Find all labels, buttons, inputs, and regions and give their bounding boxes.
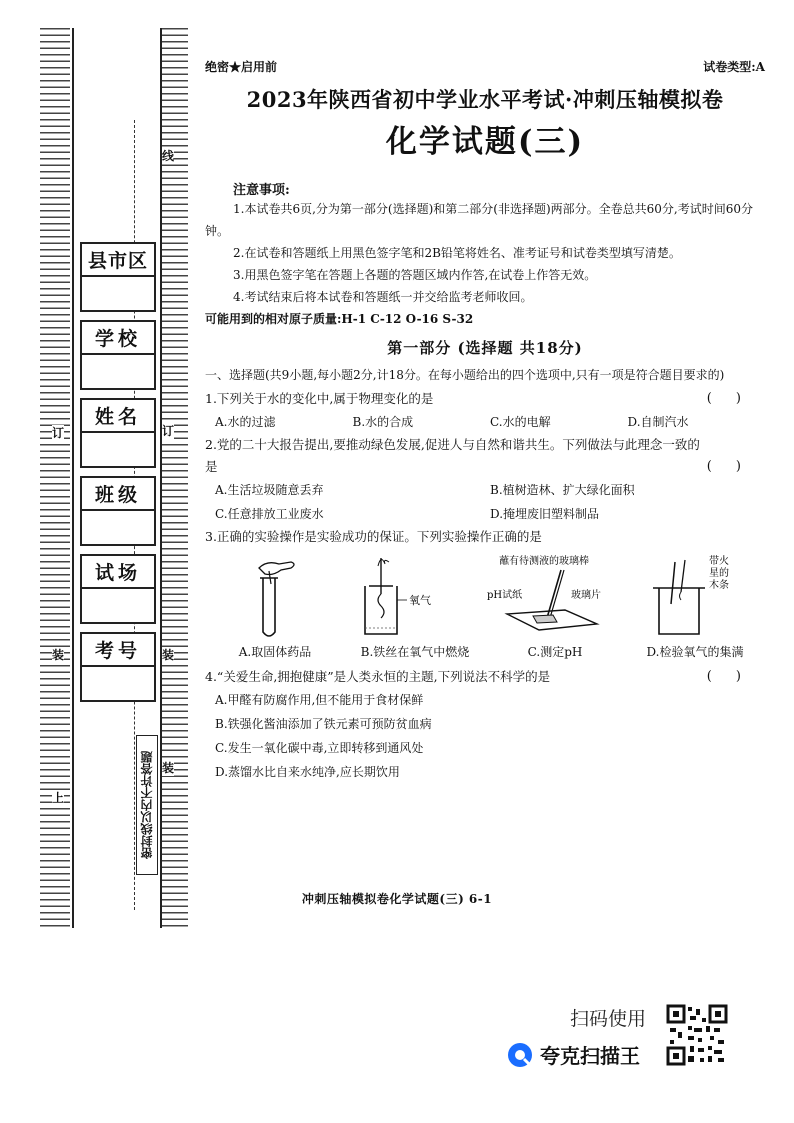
question-options <box>205 642 765 662</box>
option[interactable]: A.取固体药品 <box>238 645 312 659</box>
question-stem <box>205 388 765 410</box>
option[interactable]: A.生活垃圾随意丢弃 <box>215 483 324 497</box>
answer-paren: ( ) <box>706 669 751 684</box>
seal-mark: 上 <box>52 791 65 805</box>
exam-page <box>205 58 765 784</box>
secret-label: 绝密★启用前 <box>205 60 278 74</box>
notice-item: 2.在试卷和答题纸上用黑色签字笔和2B铅笔将姓名、准考证号和试卷类型填写清楚。 <box>233 246 681 260</box>
figure-take-solid <box>205 554 345 642</box>
option[interactable]: A.甲醛有防腐作用,但不能用于食材保鲜 <box>215 693 424 707</box>
figure-label: 蘸有待测液的玻璃棒 <box>499 556 589 567</box>
question-text: 4.“关爱生命,拥抱健康”是人类永恒的主题,下列说法不科学的是 <box>205 669 551 684</box>
exam-title: 2023年陕西省初中学业水平考试·冲刺压轴模拟卷 <box>246 87 724 112</box>
figure-label: 带火星的木条 <box>709 556 729 591</box>
option[interactable]: B.植树造林、扩大绿化面积 <box>490 483 635 497</box>
quark-logo-icon <box>506 1041 534 1069</box>
field-label: 学校 <box>82 322 154 355</box>
paper-type: 试卷类型:A <box>703 60 765 74</box>
question-text: 3.正确的实验操作是实验成功的保证。下列实验操作正确的是 <box>205 529 542 544</box>
field-name[interactable] <box>80 398 156 468</box>
subject-title: 化学试题(三) <box>385 124 585 160</box>
field-label: 试场 <box>82 556 154 589</box>
scan-label: 扫码使用 <box>570 1008 647 1030</box>
field-input-box[interactable] <box>82 511 154 544</box>
field-exam-room[interactable] <box>80 554 156 624</box>
seal-mark: 订 <box>52 426 65 440</box>
question-text: 2.党的二十大报告提出,要推动绿色发展,促进人与自然和谐共生。下列做法与此理念一致的是 <box>205 437 700 474</box>
seal-mark: 装 <box>162 648 175 662</box>
option[interactable]: B.铁丝在氧气中燃烧 <box>360 645 470 659</box>
option[interactable]: C.任意排放工业废水 <box>215 507 324 521</box>
field-label: 县市区 <box>82 244 154 277</box>
question-stem <box>205 434 765 478</box>
question-options <box>205 410 765 434</box>
option[interactable]: C.测定pH <box>527 645 583 659</box>
option[interactable]: C.发生一氧化碳中毒,立即转移到通风处 <box>215 741 424 755</box>
field-exam-number[interactable] <box>80 632 156 702</box>
field-school[interactable] <box>80 320 156 390</box>
figure-label: pH试纸 <box>487 590 523 601</box>
field-input-box[interactable] <box>82 589 154 622</box>
figure-oxygen-check <box>625 554 765 642</box>
experiment-figures <box>205 554 765 642</box>
notice-item: 3.用黑色签字笔在答题上各题的答题区域内作答,在试卷上作答无效。 <box>233 268 597 282</box>
field-label: 姓名 <box>82 400 154 433</box>
field-county[interactable] <box>80 242 156 312</box>
question-stem <box>205 666 765 688</box>
field-input-box[interactable] <box>82 667 154 700</box>
figure-label: 玻璃片 <box>571 590 601 601</box>
question-text: 1.下列关于水的变化中,属于物理变化的是 <box>205 391 434 406</box>
field-label: 班级 <box>82 478 154 511</box>
seal-mark: 装 <box>162 761 175 775</box>
option[interactable]: B.水的合成 <box>352 415 414 429</box>
question-stem <box>205 526 765 548</box>
option[interactable]: D.检验氧气的集满 <box>646 645 744 659</box>
atomic-masses: 可能用到的相对原子质量:H-1 C-12 O-16 S-32 <box>205 312 474 326</box>
figure-label: 氧气 <box>409 594 431 607</box>
binding-line <box>72 28 74 928</box>
section-instruction: 一、选择题(共9小题,每小题2分,计18分。在每小题给出的四个选项中,只有一项是符合题目要求的) <box>205 368 725 382</box>
field-class[interactable] <box>80 476 156 546</box>
option[interactable]: D.自制汽水 <box>627 415 689 429</box>
header-row <box>205 58 765 76</box>
qr-code-icon[interactable] <box>666 1004 728 1066</box>
field-input-box[interactable] <box>82 355 154 388</box>
figure-iron-burning <box>345 554 485 642</box>
option[interactable]: D.蒸馏水比自来水纯净,应长期饮用 <box>215 765 400 779</box>
brand-name: 夸克扫描王 <box>540 1044 640 1068</box>
field-input-box[interactable] <box>82 433 154 466</box>
brand-logo <box>506 1040 640 1069</box>
seal-mark: 线 <box>162 149 175 163</box>
field-input-box[interactable] <box>82 277 154 310</box>
answer-paren: ( ) <box>706 459 751 474</box>
option[interactable]: C.水的电解 <box>490 415 551 429</box>
option[interactable]: B.铁强化酱油添加了铁元素可预防贫血病 <box>215 717 432 731</box>
notice-title: 注意事项: <box>233 183 290 198</box>
option[interactable]: D.掩埋废旧塑料制品 <box>490 507 600 521</box>
option[interactable]: A.水的过滤 <box>215 415 276 429</box>
no-answer-warning: 密封线以内不许答题 <box>136 735 158 875</box>
binding-strip <box>0 0 200 950</box>
notice-item: 4.考试结束后将本试卷和答题纸一并交给监考老师收回。 <box>233 290 533 304</box>
part-title: 第一部分 (选择题 共18分) <box>387 339 583 357</box>
notice-item: 1.本试卷共6页,分为第一部分(选择题)和第二部分(非选择题)两部分。全卷总共60分,考试时间60分钟。 <box>205 202 753 238</box>
figure-ph-test <box>485 554 625 642</box>
field-label: 考号 <box>82 634 154 667</box>
page-footer: 冲刺压轴模拟卷化学试题(三) 6-1 <box>301 892 493 906</box>
question-options <box>205 478 765 526</box>
answer-paren: ( ) <box>706 391 751 406</box>
seal-mark: 订 <box>162 424 175 438</box>
seal-mark: 装 <box>52 648 65 662</box>
